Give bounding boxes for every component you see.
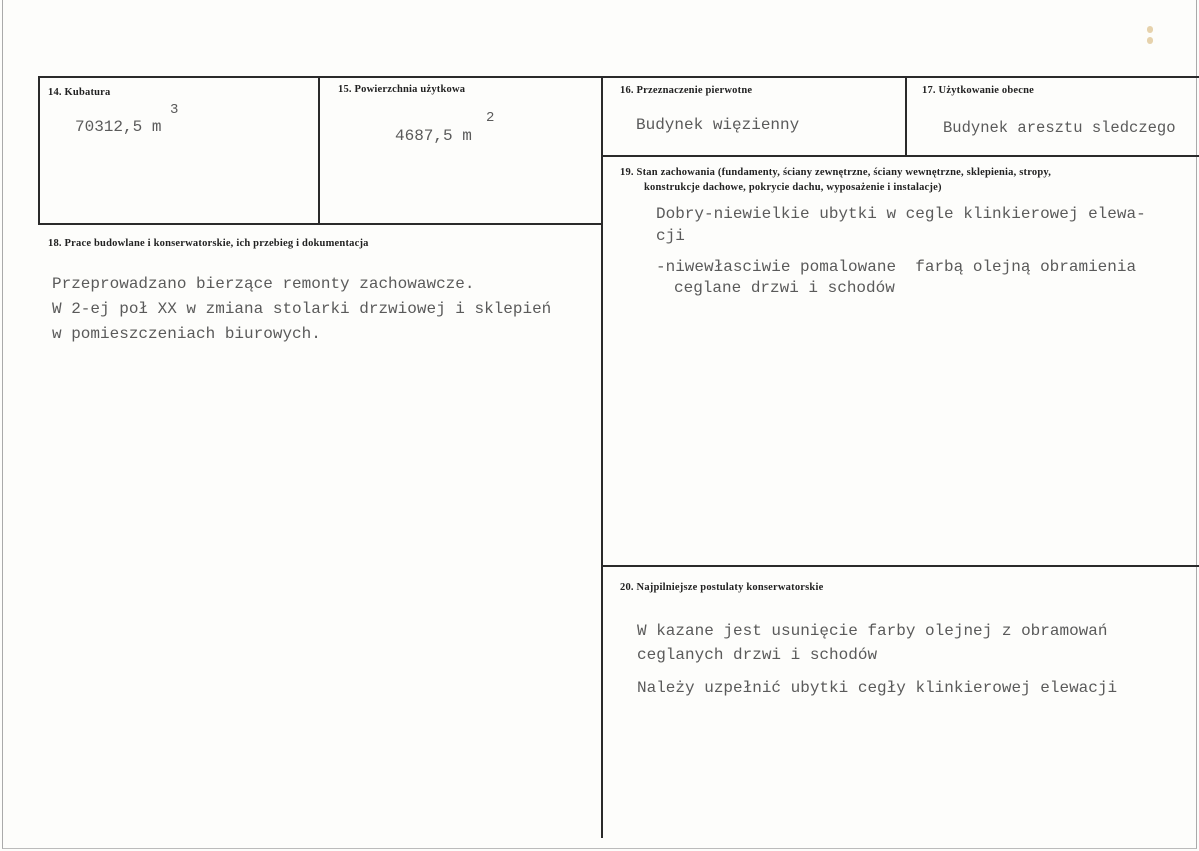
exponent-powierzchnia: 2 [486,110,495,126]
value-kubatura: 70312,5 m [75,118,162,136]
value-powierzchnia: 4687,5 m [395,127,472,145]
rule-19-top [601,155,1199,157]
rule-18-top [38,223,603,225]
label-prace: 18. Prace budowlane i konserwatorskie, ich przebieg i dokumentacja [48,238,369,249]
left-rule-top [38,76,40,225]
divider-14-15 [318,76,320,224]
label-powierzchnia: 15. Powierzchnia użytkowa [338,84,466,95]
prace-line: W 2-ej poł XX w zmiana stolarki drzwiowej i sklepień [52,300,552,318]
label-przeznaczenie: 16. Przeznaczenie pierwotne [620,85,753,96]
divider-16-17 [905,76,907,156]
top-rule [38,76,1199,78]
postulaty-line: ceglanych drzwi i schodów [637,646,878,664]
exponent-kubatura: 3 [170,102,179,118]
label-stan-line2: konstrukcje dachowe, pokrycie dachu, wyposażenie i instalacje) [644,182,942,193]
prace-line: Przeprowadzano bierzące remonty zachowawcze. [52,275,475,293]
label-uzytkowanie: 17. Użytkowanie obecne [922,85,1035,96]
value-uzytkowanie: Budynek aresztu sledczego [943,119,1176,137]
stan-line: -niwewłasciwie pomalowane farbą olejną obramienia [656,258,1137,276]
stan-line: cji [656,227,685,245]
postulaty-line: W kazane jest usunięcie farby olejnej z obramowań [637,622,1108,640]
value-przeznaczenie: Budynek więzienny [636,116,800,134]
label-stan-line1: 19. Stan zachowania (fundamenty, ściany zewnętrzne, ściany wewnętrzne, sklepienia, stropy, [620,167,1052,178]
stan-line: ceglane drzwi i schodów [674,279,895,297]
center-divider [601,76,603,838]
postulaty-line: Należy uzpełnić ubytki cegły klinkierowej elewacji [637,679,1118,697]
punch-mark [1147,37,1153,44]
rule-20-top [601,565,1199,567]
prace-line: w pomieszczeniach biurowych. [52,325,321,343]
label-postulaty: 20. Najpilniejsze postulaty konserwatorskie [620,582,824,593]
label-kubatura: 14. Kubatura [48,87,111,98]
stan-line: Dobry-niewielkie ubytki w cegle klinkierowej elewa- [656,205,1146,223]
punch-mark [1147,26,1153,33]
